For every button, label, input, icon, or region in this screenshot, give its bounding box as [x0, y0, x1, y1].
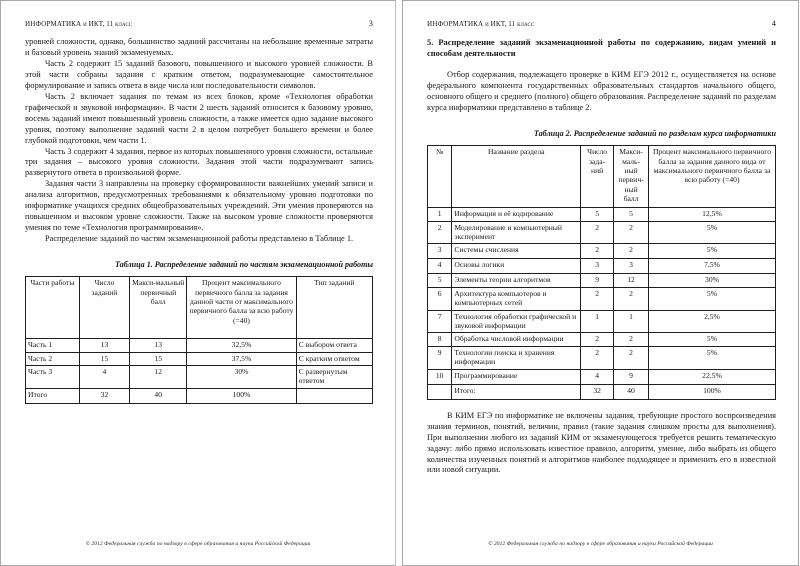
- cell-task-count: 4: [79, 365, 129, 388]
- paragraph-continued: уровней сложности, однако, большинство заданий рассчитаны на небольшие временные затраты и базовый уровень знаний экзаменуемых.: [25, 37, 373, 57]
- paragraph-part2-content: Часть 2 содержит 15 заданий базового, повышенного и высокого уровней сложности. В этой части собраны задания с кратким ответом, подразумевающие самостоятельное формулирование и запись ответа в виде числа или последовательности символов.: [25, 58, 373, 90]
- cell-number: 9: [428, 346, 452, 369]
- column-header-max-score: Макси-мальный первичный балл: [130, 277, 187, 339]
- cell-number: 3: [428, 244, 452, 259]
- cell-section-name: Программирование: [452, 369, 581, 384]
- cell-max-score: 2: [614, 221, 649, 244]
- table1-caption: Таблица 1. Распределение заданий по частям экзаменационной работы: [114, 260, 373, 270]
- cell-percent: 5%: [648, 333, 775, 346]
- cell-percent: 5%: [648, 221, 775, 244]
- cell-task-count: 32: [581, 384, 614, 399]
- cell-percent: 12,5%: [648, 208, 775, 221]
- table-distribution-by-parts: [25, 276, 373, 404]
- cell-task-count: 2: [581, 244, 614, 259]
- table-row: [428, 221, 776, 244]
- cell-task-count: 9: [581, 274, 614, 287]
- table-row: [428, 208, 776, 221]
- cell-section-name: Элементы теории алгоритмов: [452, 274, 581, 287]
- page-number-right: 4: [771, 19, 776, 28]
- cell-percent: 5%: [648, 287, 775, 310]
- cell-part: Часть 1: [26, 339, 80, 352]
- cell-task-count: 3: [581, 259, 614, 274]
- paragraph-closing: В КИМ ЕГЭ по информатике не включены задания, требующие простого воспроизведения знания терминов, понятий, величин, правил (такие задания слишком просты для выполнения). При выполнении любого из заданий КИМ от экзаменующегося требуется решить тематическую задачу: либо прямо использовать известное правило, алгоритм, умение, либо выбрать из общего количества изученных понятий и алгоритмов наиболее подходящее и применить его в известной или новой ситуации.: [427, 410, 776, 475]
- cell-task-type: С выбором ответа: [296, 339, 372, 352]
- cell-max-score: 1: [614, 310, 649, 333]
- page-footer-right: [403, 541, 798, 547]
- cell-task-count: 5: [581, 208, 614, 221]
- cell-number: 6: [428, 287, 452, 310]
- cell-task-type: [296, 388, 372, 403]
- cell-section-name: Технологии поиска и хранения информации: [452, 346, 581, 369]
- cell-max-score: 3: [614, 259, 649, 274]
- cell-percent: 100%: [648, 384, 775, 399]
- table-row: [428, 274, 776, 287]
- cell-section-name: Системы счисления: [452, 244, 581, 259]
- cell-task-count: 15: [79, 352, 129, 365]
- column-header-task-count: Число заданий: [79, 277, 129, 339]
- table-row: [26, 365, 373, 388]
- cell-max-score: 12: [614, 274, 649, 287]
- cell-percent: 7,5%: [648, 259, 775, 274]
- paragraph-table1-reference: Распределение заданий по частям экзаменационной работы представлено в Таблице 1.: [45, 234, 354, 244]
- running-head-right: [427, 19, 776, 28]
- cell-percent: 32,5%: [187, 339, 296, 352]
- cell-max-score: 5: [614, 208, 649, 221]
- cell-max-score: 13: [130, 339, 187, 352]
- cell-max-score: 12: [130, 365, 187, 388]
- page-footer-left: [1, 541, 395, 547]
- table-row: [428, 369, 776, 384]
- paragraph-part2-topics: Часть 2 включает задания по темам из всех блоков, кроме «Технология обработки графической и звуковой информации». В части 2 шесть заданий относится к базовому уровню, восемь заданий имеют повышенный уровень сложности, а также имеется одно задание высокого уровня, поэтому выполнение заданий части 2 в целом потребует большего времени и более глубокой подготовки, чем части 1.: [25, 91, 373, 145]
- cell-task-type: С кратким ответом: [296, 352, 372, 365]
- cell-max-score: 2: [614, 333, 649, 346]
- column-header-max-score: Макси-маль-ный первич-ный балл: [614, 146, 649, 208]
- cell-percent: 5%: [648, 346, 775, 369]
- table-header-row: [428, 146, 776, 208]
- cell-task-count: 2: [581, 333, 614, 346]
- cell-task-count: 2: [581, 287, 614, 310]
- table-row: [428, 287, 776, 310]
- running-head-left: [25, 19, 373, 28]
- table-row: [428, 259, 776, 274]
- cell-percent: 100%: [187, 388, 296, 403]
- table-row-total: [26, 388, 373, 403]
- cell-section-name: Архитектура компьютеров и компьютерных сетей: [452, 287, 581, 310]
- column-header-task-type: Тип заданий: [296, 277, 372, 339]
- cell-max-score: 2: [614, 244, 649, 259]
- table-row: [26, 352, 373, 365]
- cell-section-name: Технология обработки графической и звуковой информации: [452, 310, 581, 333]
- table-row: [428, 333, 776, 346]
- cell-part: Часть 2: [26, 352, 80, 365]
- cell-task-type: С развернутым ответом: [296, 365, 372, 388]
- table-row: [428, 244, 776, 259]
- running-head-title: ИНФОРМАТИКА и ИКТ, 11 класс: [25, 20, 133, 28]
- footer-text: © 2012 Федеральная служба по надзору в сфере образования и науки Российской Федерации: [85, 541, 311, 547]
- cell-number: 2: [428, 221, 452, 244]
- table2-caption: Таблица 2. Распределение заданий по разделам курса информатики: [533, 129, 776, 139]
- cell-max-score: 2: [614, 346, 649, 369]
- cell-task-count: 2: [581, 221, 614, 244]
- cell-section-name: Обработка числовой информации: [452, 333, 581, 346]
- column-header-task-count: Число зада-ний: [581, 146, 614, 208]
- cell-section-name: Основы логики: [452, 259, 581, 274]
- cell-percent: 30%: [187, 365, 296, 388]
- cell-percent: 5%: [648, 244, 775, 259]
- cell-task-count: 13: [79, 339, 129, 352]
- cell-part: Часть 3: [26, 365, 80, 388]
- table-row: [26, 339, 373, 352]
- cell-task-count: 1: [581, 310, 614, 333]
- paragraph-part3-skills: Задания части 3 направлены на проверку сформированности важнейших умений записи и анализа алгоритмов, предусмотренных требованиями к обязательному уровню подготовки по информатике учащихся средних общеобразовательных учреждений. Эти умения проверяются на повышенном и высоком уровне сложности. Также на высоком уровне сложности проверяются умения по теме «Технология программирования».: [25, 179, 373, 233]
- cell-percent: 30%: [648, 274, 775, 287]
- table-row-total: [428, 384, 776, 399]
- page-number-left: 3: [368, 19, 373, 28]
- cell-percent: 37,5%: [187, 352, 296, 365]
- cell-section-name: Моделирование и компьютерный эксперимент: [452, 221, 581, 244]
- cell-percent: 2,5%: [648, 310, 775, 333]
- column-header-section-name: Название раздела: [452, 146, 581, 208]
- cell-task-count: 32: [79, 388, 129, 403]
- cell-max-score: 40: [614, 384, 649, 399]
- table-distribution-by-sections: [427, 145, 776, 399]
- cell-number: 8: [428, 333, 452, 346]
- cell-max-score: 2: [614, 287, 649, 310]
- cell-task-count: 2: [581, 346, 614, 369]
- cell-part: Итого: [26, 388, 80, 403]
- cell-max-score: 9: [614, 369, 649, 384]
- paragraph-content-selection: Отбор содержания, подлежащего проверке в КИМ ЕГЭ 2012 г., осуществляется на основе федерального компонента государственных образовательных стандартов начального общего, основного общего и среднего (полного) общего образования. Распределение заданий по разделам курса информатики представлено в таблице 2.: [427, 70, 776, 113]
- cell-task-count: 4: [581, 369, 614, 384]
- column-header-percent: Процент максимального первичного балла за задания данного вида от максимального первичного балла за всю работу (=40): [648, 146, 775, 208]
- cell-percent: 22,5%: [648, 369, 775, 384]
- table-header-row: [26, 277, 373, 339]
- page-right: [402, 0, 799, 566]
- cell-section-name: Информация и её кодирование: [452, 208, 581, 221]
- running-head-title: ИНФОРМАТИКА и ИКТ, 11 класс: [427, 20, 535, 28]
- paragraph-part3-content: Часть 3 содержит 4 задания, первое из которых повышенного уровня сложности, остальные три задания – высокого уровня сложности. Задания этой части подразумевают запись развернутого ответа в произвольной форме.: [25, 146, 373, 178]
- table-row: [428, 346, 776, 369]
- cell-number: [428, 384, 452, 399]
- cell-number: 4: [428, 259, 452, 274]
- table-row: [428, 310, 776, 333]
- page-left: [0, 0, 396, 566]
- cell-number: 1: [428, 208, 452, 221]
- footer-text: © 2012 Федеральная служба по надзору в сфере образования и науки Российской Федерации: [488, 541, 713, 547]
- cell-max-score: 40: [130, 388, 187, 403]
- cell-number: 7: [428, 310, 452, 333]
- column-header-number: №: [428, 146, 452, 208]
- column-header-percent: Процент максимального первичного балла за задания данной части от максимального первичного балла за всю работу (=40): [187, 277, 296, 339]
- cell-number: 10: [428, 369, 452, 384]
- cell-max-score: 15: [130, 352, 187, 365]
- cell-number: 5: [428, 274, 452, 287]
- section-heading: 5. Распределение заданий экзаменационной работы по содержанию, видам умений и способам деятельности: [427, 37, 776, 59]
- column-header-part: Части работы: [26, 277, 80, 339]
- cell-section-name: Итого:: [452, 384, 581, 399]
